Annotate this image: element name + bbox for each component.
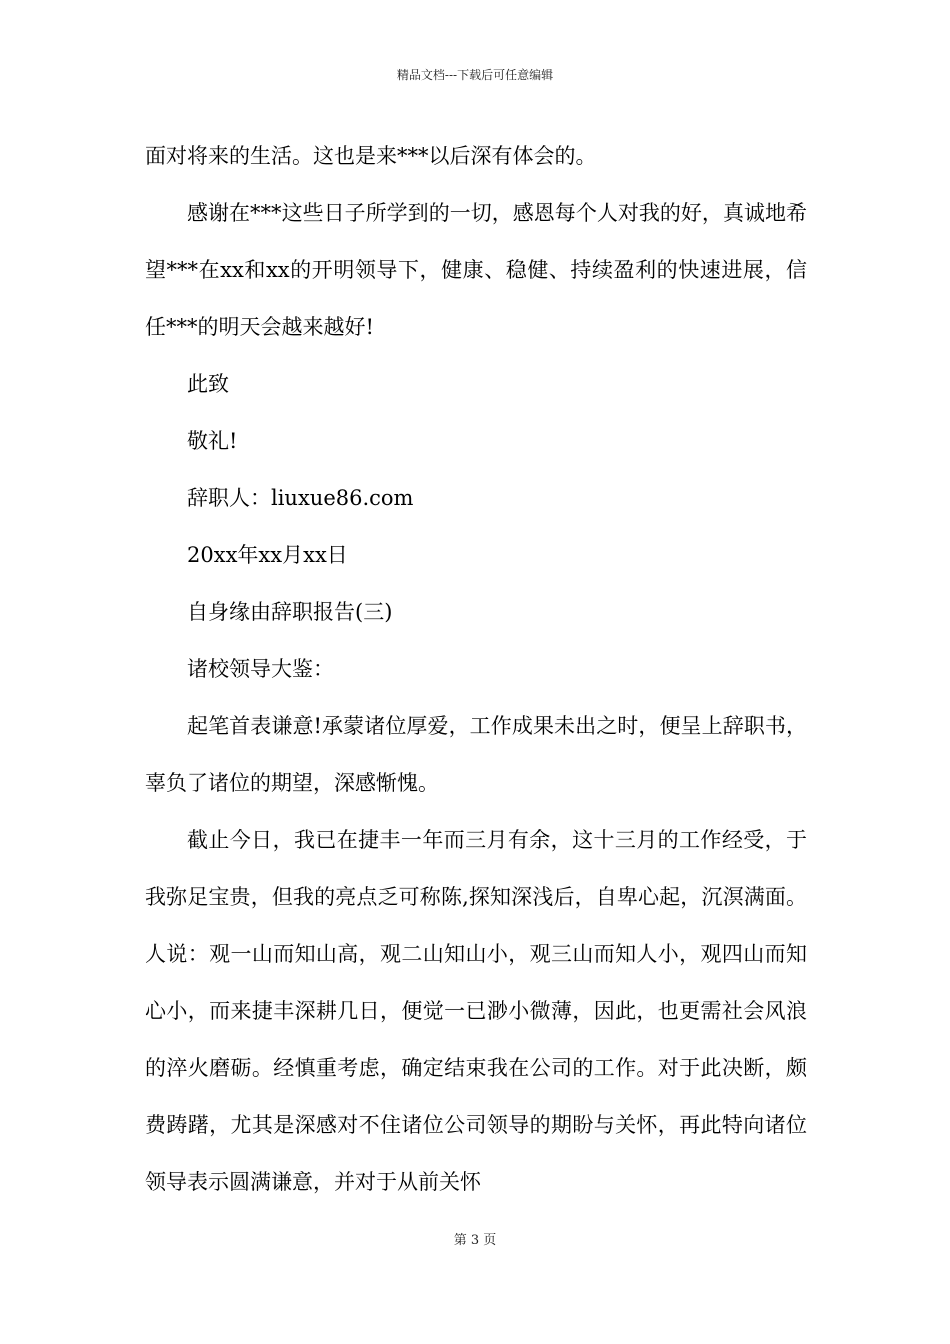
document-body: [145, 128, 807, 1211]
paragraph-thanks: 感谢在***这些日子所学到的一切，感恩每个人对我的好，真诚地希望***在xx和xx的开明领导下，健康、稳健、持续盈利的快速进展，信任***的明天会越来越好!: [145, 201, 807, 339]
paragraph-apology: 起笔首表谦意!承蒙诸位厚爱，工作成果未出之时，便呈上辞职书，辜负了诸位的期望，深感惭愧。: [145, 714, 807, 795]
paragraph-main: 截止今日，我已在捷丰一年而三月有余，这十三月的工作经受，于我弥足宝贵，但我的亮点乏可称陈,探知深浅后，自卑心起，沉溟满面。人说：观一山而知山高，观二山知山小，观三山而知人小，观四山而知心小，而来捷丰深耕几日，便觉一已渺小微薄，因此，也更需社会风浪的淬火磨砺。经慎重考虑，确定结束我在公司的工作。对于此决断，颇费踌躇，尤其是深感对不住诸位公司领导的期盼与关怀，再此特向诸位领导表示圆满谦意，并对于从前关怀: [145, 828, 807, 1194]
signatory-line: 辞职人：liuxue86.com: [187, 486, 414, 510]
closing-regards: 敬礼!: [187, 429, 238, 453]
paragraph-continuation: 面对将来的生活。这也是来***以后深有体会的。: [145, 144, 597, 168]
closing-salutation: 此致: [187, 372, 229, 396]
page-header: 精品文档---下载后可任意编辑: [396, 68, 554, 82]
date-line: 20xx年xx月xx日: [187, 543, 348, 567]
section-title: 自身缘由辞职报告(三): [187, 600, 393, 624]
addressee-line: 诸校领导大鉴：: [187, 657, 334, 681]
page-number: 第 3 页: [453, 1233, 497, 1248]
